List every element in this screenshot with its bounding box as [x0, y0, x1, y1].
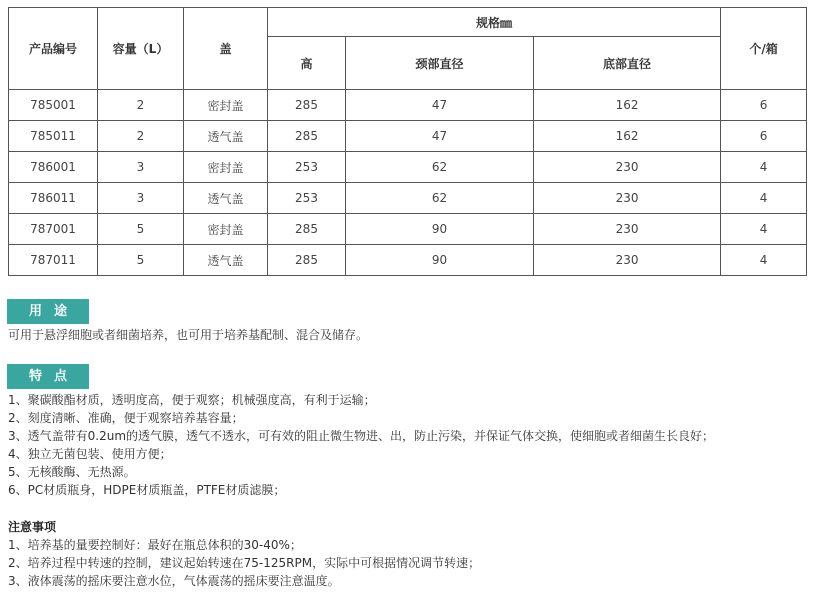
cell-base-diameter: 230 — [534, 152, 721, 183]
cell-height: 285 — [268, 121, 346, 152]
feature-item: 2、刻度清晰、准确，便于观察培养基容量； — [8, 411, 244, 425]
cell-base-diameter: 230 — [534, 183, 721, 214]
cell-neck-diameter: 47 — [346, 121, 534, 152]
feature-item: 6、PC材质瓶身，HDPE材质瓶盖，PTFE材质滤膜； — [8, 483, 286, 497]
table-row — [9, 245, 807, 276]
cell-height: 285 — [268, 90, 346, 121]
cell-height: 253 — [268, 152, 346, 183]
cell-capacity: 3 — [98, 152, 184, 183]
table-row — [9, 90, 807, 121]
cell-cap: 密封盖 — [184, 90, 268, 121]
table-row — [9, 152, 807, 183]
cell-cap: 透气盖 — [184, 183, 268, 214]
cell-capacity: 5 — [98, 245, 184, 276]
table-row — [9, 183, 807, 214]
cell-neck-diameter: 90 — [346, 214, 534, 245]
note-item: 3、液体震荡的摇床要注意水位，气体震荡的摇床要注意温度。 — [8, 574, 340, 588]
header-cap: 盖 — [184, 8, 268, 90]
cell-base-diameter: 230 — [534, 214, 721, 245]
cell-per-box: 6 — [721, 121, 807, 152]
usage-section-badge: 用途 — [7, 299, 89, 324]
cell-product-no: 786011 — [9, 183, 98, 214]
cell-capacity: 3 — [98, 183, 184, 214]
feature-item: 1、聚碳酸酯材质，透明度高，便于观察；机械强度高，有利于运输； — [8, 393, 376, 407]
cell-capacity: 2 — [98, 121, 184, 152]
cell-capacity: 2 — [98, 90, 184, 121]
cell-per-box: 6 — [721, 90, 807, 121]
cell-base-diameter: 162 — [534, 90, 721, 121]
cell-cap: 透气盖 — [184, 121, 268, 152]
cell-per-box: 4 — [721, 245, 807, 276]
feature-item: 3、透气盖带有0.2um的透气膜，透气不透水，可有效的阻止微生物进、出，防止污染，并保证气体交换，使细胞或者细菌生长良好； — [8, 429, 715, 443]
cell-product-no: 787001 — [9, 214, 98, 245]
cell-cap: 密封盖 — [184, 214, 268, 245]
cell-neck-diameter: 47 — [346, 90, 534, 121]
cell-height: 285 — [268, 245, 346, 276]
header-height: 高 — [268, 37, 346, 90]
cell-capacity: 5 — [98, 214, 184, 245]
cell-per-box: 4 — [721, 183, 807, 214]
cell-product-no: 785001 — [9, 90, 98, 121]
cell-base-diameter: 230 — [534, 245, 721, 276]
header-per-box: 个/箱 — [721, 8, 807, 90]
spec-table — [8, 7, 807, 276]
cell-neck-diameter: 62 — [346, 152, 534, 183]
header-base-diameter: 底部直径 — [534, 37, 721, 90]
usage-text: 可用于悬浮细胞或者细菌培养，也可用于培养基配制、混合及储存。 — [8, 328, 369, 342]
table-row — [9, 121, 807, 152]
header-product-no: 产品编号 — [9, 8, 98, 90]
features-section-badge: 特点 — [7, 364, 89, 389]
cell-neck-diameter: 90 — [346, 245, 534, 276]
feature-item: 4、独立无菌包装、使用方便； — [8, 447, 172, 461]
notes-title: 注意事项 — [8, 520, 57, 534]
cell-product-no: 786001 — [9, 152, 98, 183]
cell-neck-diameter: 62 — [346, 183, 534, 214]
cell-height: 285 — [268, 214, 346, 245]
cell-cap: 透气盖 — [184, 245, 268, 276]
table-row — [9, 214, 807, 245]
note-item: 1、培养基的量要控制好：最好在瓶总体积的30-40%； — [8, 538, 302, 552]
header-capacity: 容量（L） — [98, 8, 184, 90]
header-neck-diameter: 颈部直径 — [346, 37, 534, 90]
note-item: 2、培养过程中转速的控制，建议起始转速在75-125RPM，实际中可根据情况调节转速； — [8, 556, 481, 570]
cell-per-box: 4 — [721, 214, 807, 245]
cell-cap: 密封盖 — [184, 152, 268, 183]
cell-product-no: 787011 — [9, 245, 98, 276]
cell-product-no: 785011 — [9, 121, 98, 152]
cell-height: 253 — [268, 183, 346, 214]
cell-per-box: 4 — [721, 152, 807, 183]
cell-base-diameter: 162 — [534, 121, 721, 152]
header-spec-group: 规格㎜ — [268, 8, 721, 37]
feature-item: 5、无核酸酶、无热源。 — [8, 465, 136, 479]
